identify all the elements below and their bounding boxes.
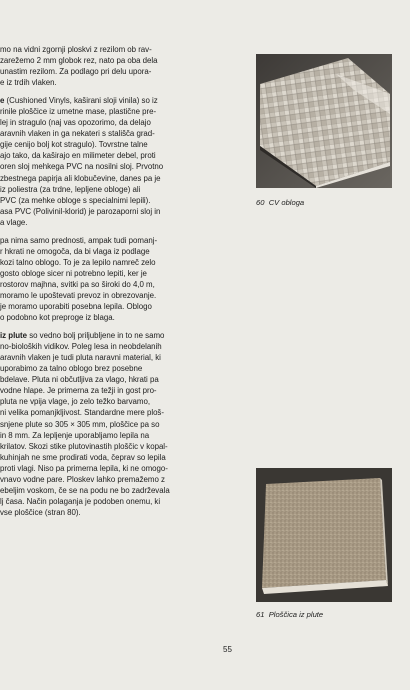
figure-caption bbox=[256, 198, 304, 207]
text-line: e iz trdih vlaken. bbox=[0, 78, 57, 88]
text-line: a vlage. bbox=[0, 217, 28, 227]
figure-caption-text: Ploščica iz plute bbox=[268, 610, 324, 619]
bold-term: iz plute bbox=[0, 331, 28, 341]
text-line: no-bioloških vidikov. Poleg lesa in neobdelanih bbox=[0, 342, 162, 352]
paragraph-cv-drawbacks bbox=[0, 235, 240, 323]
figure-number: 60 bbox=[256, 198, 265, 207]
text-line: vodne hlape. Je primerna za težji in gost pro- bbox=[0, 386, 157, 396]
text-run: so vedno bolj priljubljene in to ne samo bbox=[27, 331, 165, 341]
text-line: PVC (za mehke obloge s specialnimi lepili). bbox=[0, 195, 151, 205]
text-line: vse ploščice (stran 80). bbox=[0, 507, 81, 517]
text-line: rostorov majhna, svitki pa so široki do 4,0 m, bbox=[0, 279, 155, 289]
paragraph-cork-tiles bbox=[0, 330, 240, 518]
text-line: ajo tako, da kaširajo en milimeter debel, proti bbox=[0, 151, 156, 161]
text-line: krilatov. Skozi stike plutovinastih ploščic v kopal- bbox=[0, 441, 168, 451]
page-number: 55 bbox=[223, 645, 232, 654]
text-line: lej in stragulo (naj vas opozorimo, da delajo bbox=[0, 118, 151, 128]
body-text-column bbox=[0, 44, 240, 525]
figure-cork-tile-photo bbox=[256, 468, 392, 602]
text-line: ni velika pomanjkljivost. Standardne mere ploš- bbox=[0, 408, 164, 418]
text-line: pluta ne vpija vlage, jo zelo težko barvamo, bbox=[0, 397, 151, 407]
paragraph-intro bbox=[0, 44, 240, 88]
figure-number: 61 bbox=[256, 610, 265, 619]
text-line: proti vlagi. Niso pa primerna lepila, ki ne omogo- bbox=[0, 463, 168, 473]
text-line: asa PVC (Polivinil-klorid) je parozaporni sloj in bbox=[0, 206, 161, 216]
text-line: gije cenijo bolj kot stragulo). Tovrstne talne bbox=[0, 140, 148, 150]
text-line: zarežemo 2 mm globok rez, nato pa oba dela bbox=[0, 56, 158, 66]
text-line: iz poliestra (za trdne, lepljene obloge) ali bbox=[0, 184, 141, 194]
text-line: mo na vidni zgornji ploskvi z rezilom ob rav- bbox=[0, 45, 152, 54]
text-line: uporabimo za talno oblogo brez posebne bbox=[0, 364, 143, 374]
text-line: lj časa. Način polaganja je podoben onemu, ki bbox=[0, 496, 161, 506]
paragraph-cv-flooring bbox=[0, 95, 240, 228]
text-line bbox=[0, 95, 240, 106]
text-line: rinile ploščice iz umetne mase, plastične pre- bbox=[0, 107, 157, 117]
text-line: snjene plute so 305 × 305 mm, ploščice pa so bbox=[0, 419, 160, 429]
text-line: zbestnega papirja ali klobučevine, danes pa je bbox=[0, 173, 161, 183]
text-line: aravnih vlaken in ga nekateri s stališča grad- bbox=[0, 129, 155, 139]
text-line: gosto obloge sicer ni potrebno lepiti, ker je bbox=[0, 268, 147, 278]
text-line: kozi talno oblogo. To je za lepilo namreč zelo bbox=[0, 257, 156, 267]
text-line: bdelave. Pluta ni občutljiva za vlago, hkrati pa bbox=[0, 375, 159, 385]
figure-cv-flooring-photo bbox=[256, 54, 392, 188]
figure-caption-text: CV obloga bbox=[268, 198, 305, 207]
text-line: kuhinjah ne sme prodirati voda, čeprav so lepila bbox=[0, 452, 166, 462]
cork-tile-illustration bbox=[256, 468, 392, 602]
text-line: in 8 mm. Za lepljenje uporabljamo lepila na bbox=[0, 430, 150, 440]
text-line: je moramo uporabiti posebna lepila. Oblogo bbox=[0, 302, 152, 312]
text-line: o podobno kot preproge iz blaga. bbox=[0, 313, 115, 323]
text-line: r hkrati ne omogoča, da bi vlaga iz podlage bbox=[0, 246, 150, 256]
text-line: pa nima samo prednosti, ampak tudi pomanj- bbox=[0, 235, 158, 245]
figure-caption bbox=[256, 610, 323, 619]
text-line: oren sloj mehkega PVC na nosilni sloj. Prvotno bbox=[0, 162, 164, 172]
text-line: unastim rezilom. Za podlago pri delu upora- bbox=[0, 67, 152, 77]
text-line: aravnih vlaken je tudi pluta naravni material, ki bbox=[0, 353, 161, 363]
bold-term: e bbox=[0, 96, 5, 106]
text-line bbox=[0, 330, 240, 341]
cv-flooring-illustration bbox=[256, 54, 392, 188]
text-line: moramo le upoštevati prevoz in obrezovanje. bbox=[0, 290, 157, 300]
text-run: (Cushioned Vinyls, kaširani sloji vinila) so iz bbox=[4, 96, 158, 106]
text-line: vnavo vodne pare. Ploskev lahko premažemo z bbox=[0, 474, 165, 484]
text-line: ebeljim voskom, če se na podu ne bo zadrževala bbox=[0, 485, 170, 495]
